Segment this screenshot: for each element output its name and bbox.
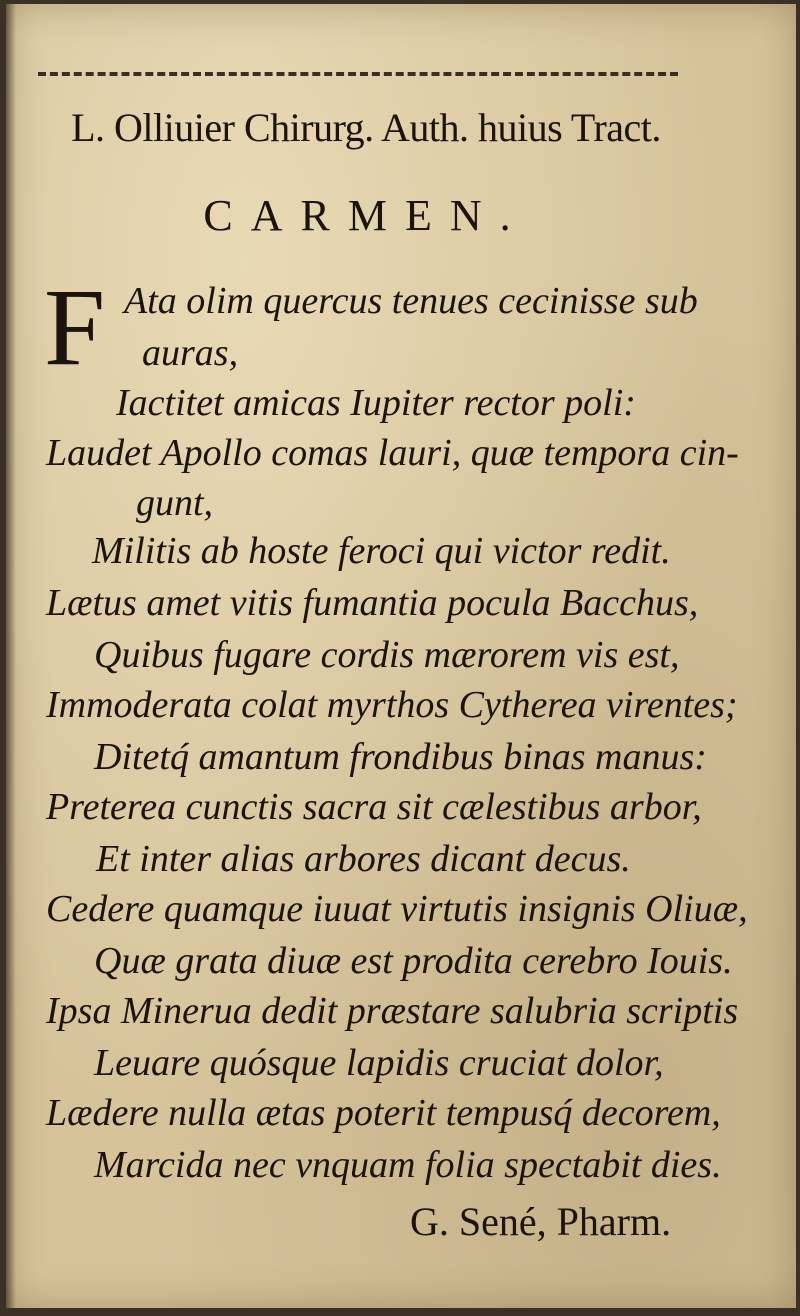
poem-body — [6, 4, 796, 1308]
poem-line: Preterea cunctis sacra sit cælestibus arbor, — [46, 786, 702, 828]
poem-line: Leuare quósque lapidis cruciat dolor, — [94, 1042, 664, 1084]
poem-line: Militis ab hoste feroci qui victor redit. — [92, 530, 671, 572]
poem-line: Quæ grata diuæ est prodita cerebro Iouis. — [94, 940, 733, 982]
poem-line: Quibus fugare cordis mærorem vis est, — [94, 634, 680, 676]
signature: G. Sené, Pharm. — [410, 1199, 672, 1244]
poem-line: Ipsa Minerua dedit præstare salubria scriptis — [46, 990, 739, 1032]
poem-line: Immoderata colat myrthos Cytherea virentes; — [46, 684, 738, 726]
poem-title: CARMEN. — [203, 191, 529, 240]
poem-line: Lætus amet vitis fumantia pocula Bacchus, — [46, 582, 699, 624]
drop-cap: F — [44, 266, 106, 388]
poem-line: Ditetq́ amantum frondibus binas manus: — [94, 736, 707, 778]
poem-line: auras, — [142, 332, 239, 374]
poem-line: Marcida nec vnquam folia spectabit dies. — [94, 1144, 722, 1186]
poem-line: Et inter alias arbores dicant decus. — [96, 838, 631, 880]
poem-line: Laudet Apollo comas lauri, quæ tempora cin- — [46, 432, 739, 474]
author-heading: L. Olliuier Chirurg. Auth. huius Tract. — [71, 105, 661, 150]
poem-line: Cedere quamque iuuat virtutis insignis Oliuæ, — [46, 888, 748, 930]
poem-line: Lædere nulla ætas poterit tempusq́ decorem, — [46, 1092, 721, 1134]
book-page — [6, 4, 796, 1308]
poem-line: Iactitet amicas Iupiter rector poli: — [116, 382, 636, 424]
poem-line: Ata olim quercus tenues cecinisse sub — [124, 280, 698, 322]
poem-line: gunt, — [136, 482, 214, 524]
